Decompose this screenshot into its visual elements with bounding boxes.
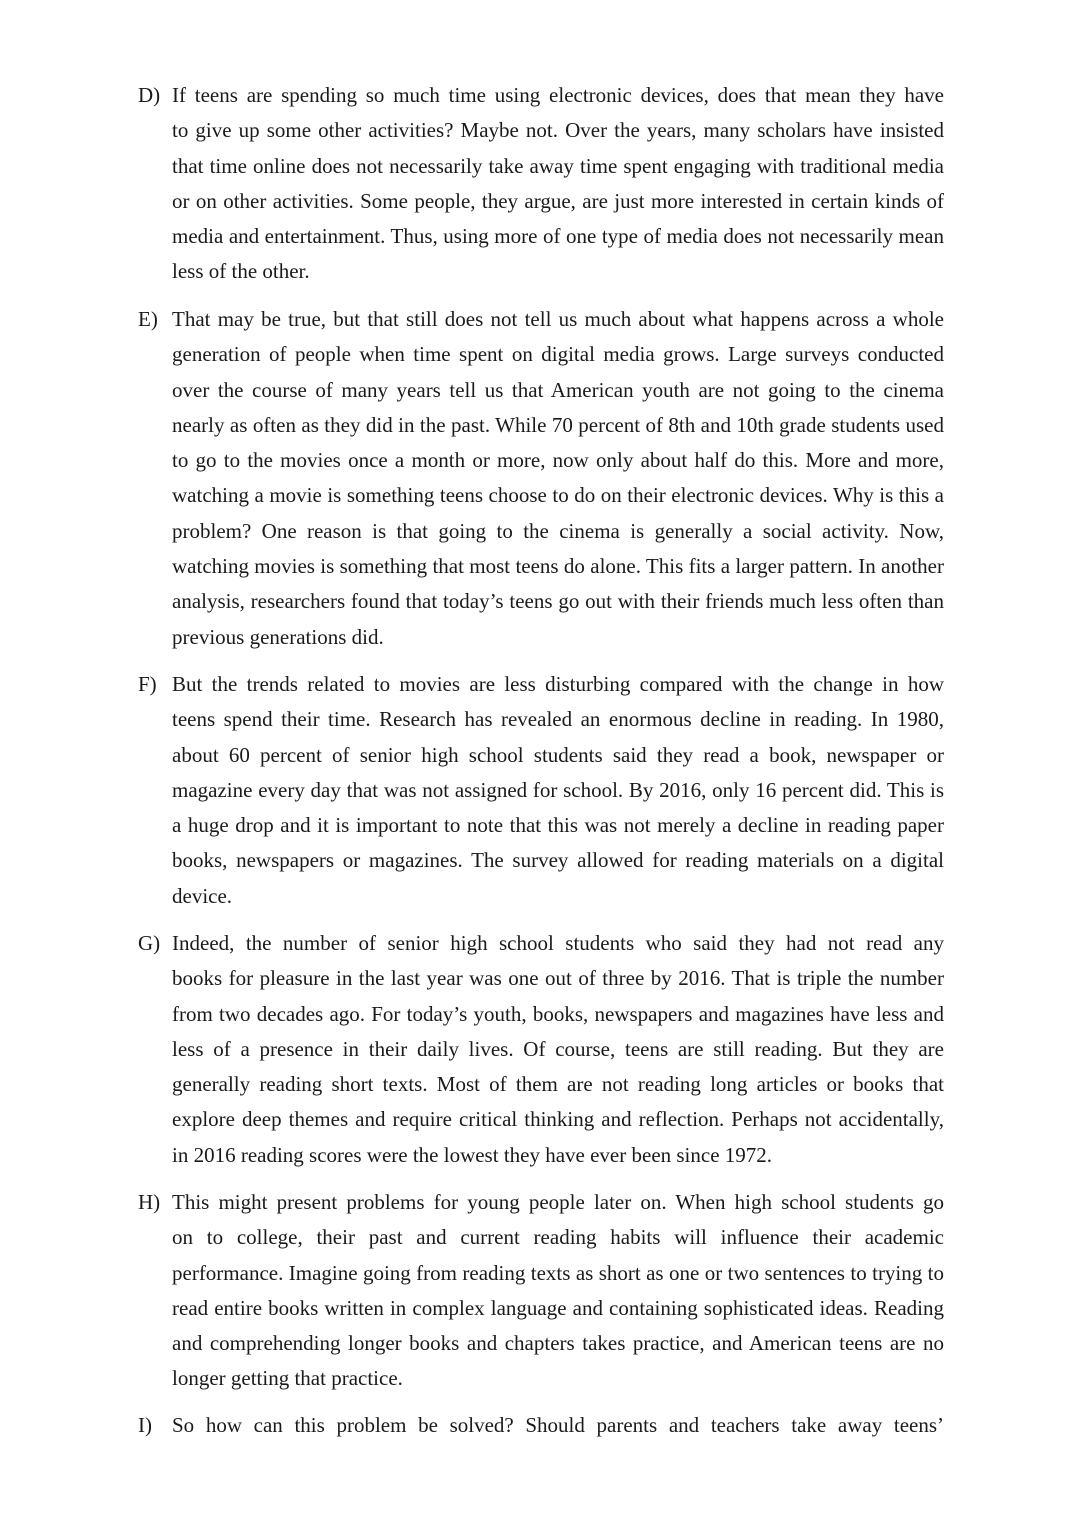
paragraph-e: [138, 302, 944, 655]
paragraph-first-line: If teens are spending so much time using electronic devices, does that mean they have: [172, 83, 944, 107]
paragraph-body-text: to give up some other activities? Maybe not. Over the years, many scholars have insisted that time online does not necessarily take away time spent engaging with traditional media or on other activities. Some people, they argue, are just more interested in certain kinds of media and entertainment. Thus, using more of one type of media does not necessarily mean less of the other.: [172, 118, 944, 284]
paragraph-marker: D): [138, 83, 161, 107]
paragraph-first-line: This might present problems for young people later on. When high school students go: [172, 1190, 944, 1214]
paragraph-marker: F): [138, 672, 157, 696]
faint-footer-smudge: [258, 1452, 818, 1472]
paragraph-body-text: teens spend their time. Research has revealed an enormous decline in reading. In 1980, about 60 percent of senior high school students said they read a book, newspaper or magazine every day that was not assigned for school. By 2016, only 16 percent did. This is a huge drop and it is important to note that this was not merely a decline in reading paper books, newspapers or magazines. The survey allowed for reading materials on a digital device.: [172, 707, 944, 908]
paragraph-g: [138, 926, 944, 1173]
paragraph-body-text: generation of people when time spent on digital media grows. Large surveys conducted over the course of many years tell us that American youth are not going to the cinema nearly as often as they did in the past. While 70 percent of 8th and 10th grade students used to go to the movies once a month or more, now only about half do this. More and more, watching a movie is something teens choose to do on their electronic devices. Why is this a problem? One reason is that going to the cinema is generally a social activity. Now, watching movies is something that most teens do alone. This fits a larger pattern. In another analysis, researchers found that today’s teens go out with their friends much less often than previous generations did.: [172, 342, 944, 649]
paragraph-marker: G): [138, 931, 161, 955]
paragraph-marker: I): [138, 1413, 152, 1437]
paragraph-i: [138, 1408, 944, 1443]
paragraph-marker: H): [138, 1190, 161, 1214]
paragraph-h: [138, 1185, 944, 1397]
paragraph-f: [138, 667, 944, 914]
paragraph-marker: E): [138, 307, 158, 331]
paragraph-body-text: books for pleasure in the last year was one out of three by 2016. That is triple the number from two decades ago. For today’s youth, books, newspapers and magazines have less and less of a presence in their daily lives. Of course, teens are still reading. But they are generally reading short texts. Most of them are not reading long articles or books that explore deep themes and require critical thinking and reflection. Perhaps not accidentally, in 2016 reading scores were the lowest they have ever been since 1972.: [172, 966, 944, 1167]
paragraph-first-line: That may be true, but that still does not tell us much about what happens across a whole: [172, 307, 944, 331]
paragraph-body-text: on to college, their past and current reading habits will influence their academic performance. Imagine going from reading texts as short as one or two sentences to trying to read entire books written in complex language and containing sophisticated ideas. Reading and comprehending longer books and chapters takes practice, and American teens are no longer getting that practice.: [172, 1225, 944, 1391]
paragraph-first-line: So how can this problem be solved? Should parents and teachers take away teens’: [172, 1413, 944, 1437]
paragraph-d: [138, 78, 944, 290]
paragraph-first-line: Indeed, the number of senior high school students who said they had not read any: [172, 931, 944, 955]
paragraph-first-line: But the trends related to movies are less disturbing compared with the change in how: [172, 672, 944, 696]
